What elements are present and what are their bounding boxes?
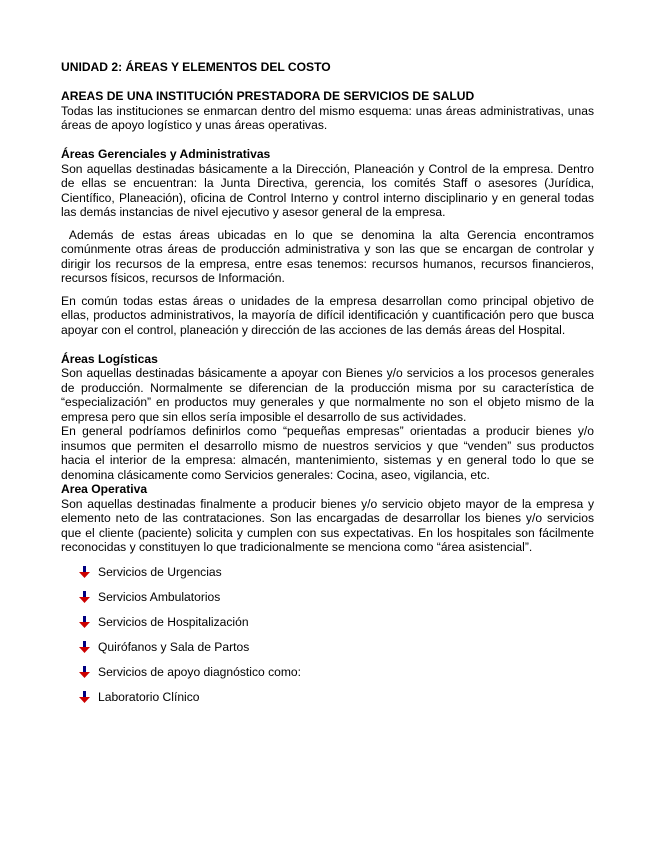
list-item-label: Servicios de Urgencias — [98, 564, 222, 579]
list-item-label: Servicios de Hospitalización — [98, 614, 249, 629]
services-list — [61, 565, 594, 705]
arrow-bullet-icon — [79, 691, 90, 703]
logisticas-heading: Áreas Logísticas — [61, 351, 158, 366]
list-item-label: Servicios Ambulatorios — [98, 589, 221, 604]
list-item — [79, 565, 594, 580]
intro-paragraph: Todas las instituciones se enmarcan dentro del mismo esquema: unas áreas administrativas, unas áreas de apoyo logístico y unas áreas operativas. — [61, 103, 594, 132]
document-page — [61, 60, 598, 715]
list-item — [79, 665, 594, 680]
list-item-label: Quirófanos y Sala de Partos — [98, 639, 250, 654]
list-item-label: Laboratorio Clínico — [98, 689, 200, 704]
logisticas-paragraph-1: Son aquellas destinadas básicamente a apoyar con Bienes y/o servicios a los procesos generales de producción. Normalmente se diferencian de la producción misma por su característica de “especialización” en productos muy generales y que normalmente no son el objeto mismo de la empresa pero que sin ellos sería imposible el desarrollo de sus actividades. — [61, 366, 594, 424]
arrow-bullet-icon — [79, 666, 90, 678]
gerenciales-heading: Áreas Gerenciales y Administrativas — [61, 147, 271, 161]
list-item-label: Servicios de apoyo diagnóstico como: — [98, 664, 302, 679]
list-item — [79, 640, 594, 655]
list-item — [79, 590, 594, 605]
arrow-bullet-icon — [79, 641, 90, 653]
operativa-heading: Area Operativa — [61, 482, 148, 496]
arrow-bullet-icon — [79, 566, 90, 578]
section-title: AREAS DE UNA INSTITUCIÓN PRESTADORA DE SERVICIOS DE SALUD — [61, 89, 475, 103]
list-item — [79, 615, 594, 630]
list-item — [79, 690, 594, 705]
operativa-paragraph-1: Son aquellas destinadas finalmente a producir bienes y/o servicio objeto mayor de la empresa y elemento neto de las contrataciones. Son las encargadas de desarrollar los bienes y/o servicios que el cliente (paciente) solicita y cumplen con sus expectativas. En los hospitales son fácilmente reconocidas y constituyen lo que tradicionalmente se menciona como “área asistencial”. — [61, 496, 594, 554]
logisticas-paragraph-2: En general podríamos definirlos como “pequeñas empresas” orientadas a producir bienes y/o insumos que permiten el desarrollo mismo de nuestros servicios y que “venden” sus productos hacia el interior de la empresa: almacén, mantenimiento, sistemas y en general todo lo que se denomina clásicamente como Servicios generales: Cocina, aseo, vigilancia, etc. — [61, 424, 594, 482]
gerenciales-paragraph-2: Además de estas áreas ubicadas en lo que se denomina la alta Gerencia encontramos comúnmente otras áreas de producción administrativa y son las que se encargan de controlar y dirigir los recursos de la empresa, entre esas tenemos: recursos humanos, recursos financieros, recursos físicos, recursos de Información. — [61, 227, 598, 285]
gerenciales-paragraph-3: En común todas estas áreas o unidades de la empresa desarrollan como principal objetivo de ellas, productos administrativos, la mayoría de difícil identificación y cuantificación pero que busca apoyar con el control, planeación y dirección de las acciones de las demás áreas del Hospital. — [61, 293, 594, 337]
gerenciales-paragraph-1: Son aquellas destinadas básicamente a la Dirección, Planeación y Control de la empresa. Dentro de ellas se encuentran: la Junta Directiva, gerencia, los comités Staff o asesores (Jurídica, Científico, Planeación), oficina de Control Interno y control interno disciplinario y en general todas las demás instancias de nivel ejecutivo y asesor general de la empresa. — [61, 161, 594, 219]
arrow-bullet-icon — [79, 591, 90, 603]
arrow-bullet-icon — [79, 616, 90, 628]
unit-title: UNIDAD 2: ÁREAS Y ELEMENTOS DEL COSTO — [61, 60, 331, 74]
